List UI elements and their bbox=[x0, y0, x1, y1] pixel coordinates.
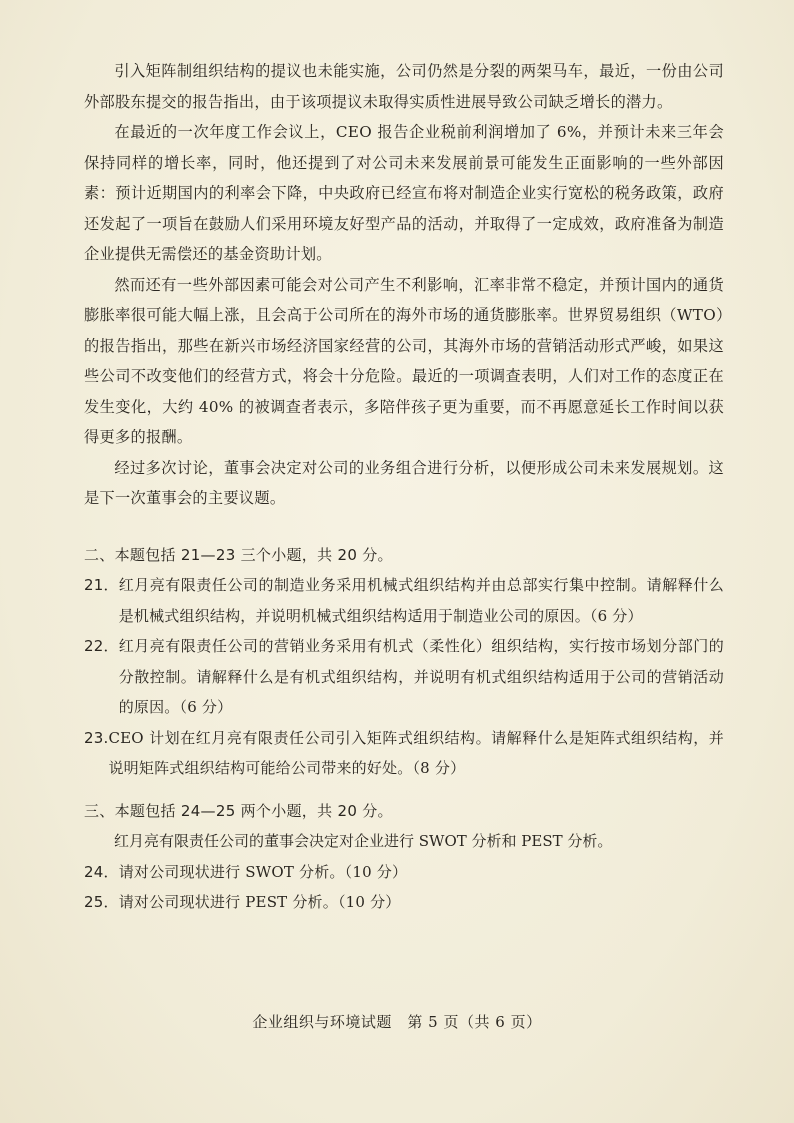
question-21 bbox=[84, 570, 724, 631]
question-number: 21． bbox=[84, 576, 119, 594]
page-body bbox=[84, 56, 724, 918]
question-22 bbox=[84, 631, 724, 723]
question-text: 红月亮有限责任公司的制造业务采用机械式组织结构并由总部实行集中控制。请解释什么是机械式组织结构，并说明机械式组织结构适用于制造业公司的原因。（6 分） bbox=[118, 576, 724, 625]
section-3-intro: 红月亮有限责任公司的董事会决定对企业进行 SWOT 分析和 PEST 分析。 bbox=[114, 832, 613, 850]
page-footer: 企业组织与环境试题 第 5 页（共 6 页） bbox=[252, 1013, 542, 1031]
question-text: 请对公司现状进行 PEST 分析。（10 分） bbox=[118, 893, 401, 911]
question-25 bbox=[84, 887, 724, 918]
case-paragraph-2: 在最近的一次年度工作会议上，CEO 报告企业税前利润增加了 6%，并预计未来三年会保持同样的增长率，同时，他还提到了对公司未来发展前景可能发生正面影响的一些外部因素：预计近期国内的利率会下降，中央政府已经宣布将对制造企业实行宽松的税务政策，政府还发起了一项旨在鼓励人们采用环境友好型产品的活动，并取得了一定成效，政府准备为制造企业提供无需偿还的基金资助计划。 bbox=[84, 123, 724, 263]
question-text: 请对公司现状进行 SWOT 分析。（10 分） bbox=[118, 862, 408, 881]
case-paragraph-1: 引入矩阵制组织结构的提议也未能实施，公司仍然是分裂的两架马车，最近，一份由公司外部股东提交的报告指出，由于该项提议未取得实质性进展导致公司缺乏增长的潜力。 bbox=[84, 62, 724, 111]
question-text: 红月亮有限责任公司的营销业务采用有机式（柔性化）组织结构，实行按市场划分部门的分散控制。请解释什么是有机式组织结构，并说明有机式组织结构适用于公司的营销活动的原因。（6 分） bbox=[118, 637, 724, 716]
question-number: 25． bbox=[84, 893, 119, 911]
section-2-title: 二、本题包括 21—23 三个小题，共 20 分。 bbox=[84, 545, 393, 564]
question-24 bbox=[84, 857, 724, 888]
question-23 bbox=[84, 723, 724, 784]
case-paragraph-3: 然而还有一些外部因素可能会对公司产生不利影响，汇率非常不稳定，并预计国内的通货膨胀率很可能大幅上涨，且会高于公司所在的海外市场的通货膨胀率。世界贸易组织（WTO）的报告指出，那些在新兴市场经济国家经营的公司，其海外市场的营销活动形式严峻，如果这些公司不改变他们的经营方式，将会十分危险。最近的一项调查表明，人们对工作的态度正在发生变化，大约 40% 的被调查者表示，多陪伴孩子更为重要，而不再愿意延长工作时间以获得更多的报酬。 bbox=[84, 275, 724, 446]
question-number: 23. bbox=[84, 728, 109, 747]
section-3-title: 三、本题包括 24—25 两个小题，共 20 分。 bbox=[84, 801, 393, 820]
question-number: 22． bbox=[84, 637, 119, 655]
case-paragraph-4: 经过多次讨论，董事会决定对公司的业务组合进行分析，以便形成公司未来发展规划。这是下一次董事会的主要议题。 bbox=[84, 458, 724, 507]
question-text: CEO 计划在红月亮有限责任公司引入矩阵式组织结构。请解释什么是矩阵式组织结构，并说明矩阵式组织结构可能给公司带来的好处。（8 分） bbox=[108, 728, 724, 777]
question-number: 24． bbox=[84, 862, 119, 881]
